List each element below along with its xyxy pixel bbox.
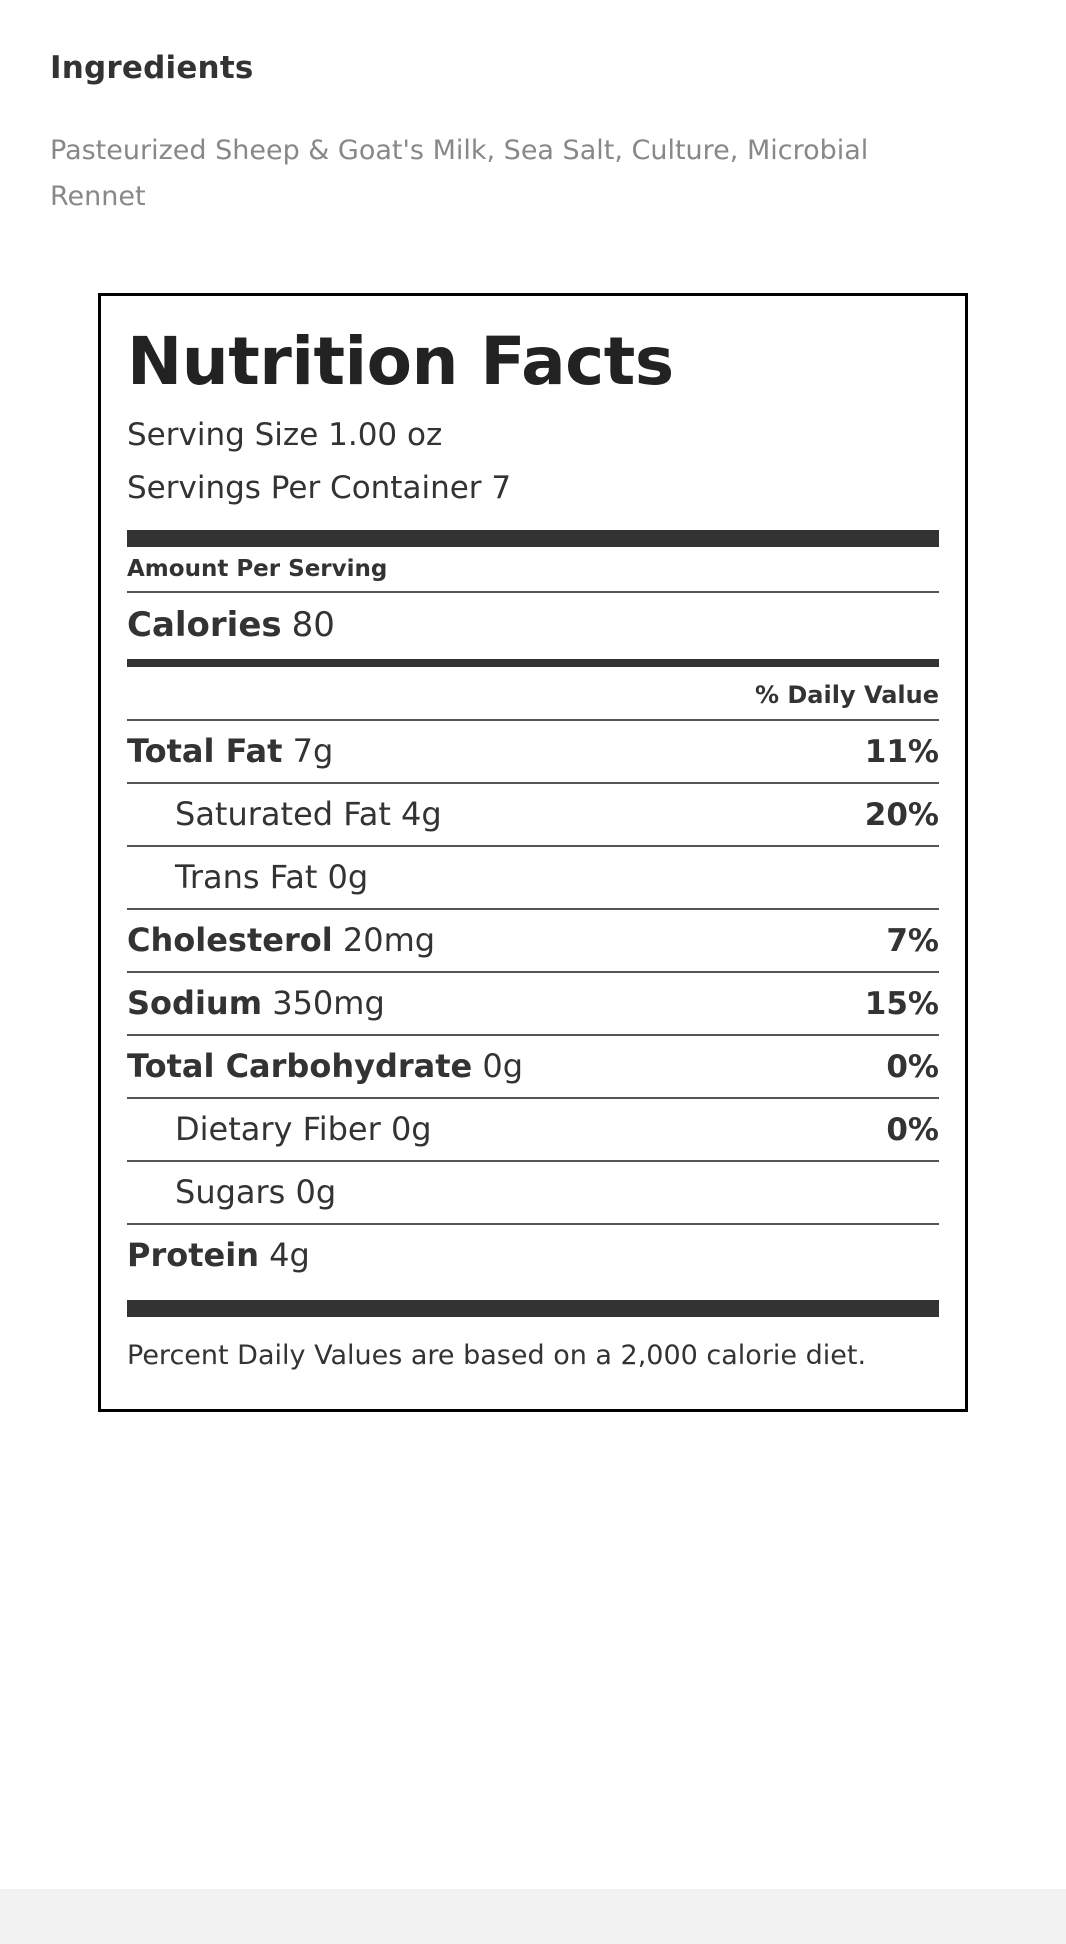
nutrient-label: Dietary Fiber [175,1109,381,1148]
nutrient-daily-value: 15% [864,985,939,1022]
page-title: Ingredients [50,50,254,86]
nutrient-rows [127,721,939,1286]
calories-row [127,593,939,659]
nutrient-name [127,921,435,959]
nutrient-label: Cholesterol [127,920,333,959]
nutrient-amount: 0g [472,1046,524,1085]
nutrient-label: Saturated Fat [175,794,391,833]
nutrient-amount: 0g [285,1172,337,1211]
nutrient-daily-value: 11% [864,733,939,770]
ingredients-text: Pasteurized Sheep & Goat's Milk, Sea Salt, Culture, Microbial Rennet [50,135,869,213]
nutrient-row [127,721,939,782]
nutrient-row [127,1162,939,1223]
nutrient-name [127,732,333,770]
nutrient-label: Protein [127,1235,259,1274]
nutrient-label: Trans Fat [175,857,318,896]
ingredients-section [50,0,1016,221]
nutrient-row [127,847,939,908]
nutrient-label: Total Fat [127,731,283,770]
nutrient-label: Sodium [127,983,263,1022]
nutrient-label: Sugars [175,1172,286,1211]
nutrition-facts-wrapper [50,293,1016,1412]
nutrient-daily-value: 0% [886,1048,939,1085]
nutrient-name [127,984,385,1022]
nutrient-daily-value: 0% [886,1111,939,1148]
nutrient-name [127,1110,432,1148]
nutrient-amount: 350mg [262,983,385,1022]
nutrient-amount: 7g [282,731,334,770]
nutrient-name [127,1173,336,1211]
daily-value-footnote: Percent Daily Values are based on a 2,000 calorie diet. [127,1339,867,1371]
nutrient-name [127,1047,523,1085]
nutrient-amount: 20mg [332,920,436,959]
nutrient-label: Total Carbohydrate [127,1046,473,1085]
nutrient-row [127,1036,939,1097]
servings-per-container: Servings Per Container 7 [127,470,512,507]
calories-value: 80 [291,604,335,645]
nutrient-daily-value: 20% [864,796,939,833]
nutrient-daily-value: 7% [886,922,939,959]
nutrient-name [127,795,442,833]
nutrient-row [127,784,939,845]
nutrient-amount: 0g [317,857,369,896]
nutrient-name [127,858,368,896]
calories-label: Calories [127,604,282,645]
nutrient-row [127,1099,939,1160]
divider-thick-bottom [127,1300,939,1317]
divider-medium-1 [127,659,939,667]
divider-thick-top [127,530,939,547]
nutrition-facts-title: Nutrition Facts [127,322,674,400]
nutrient-row [127,910,939,971]
nutrient-name [127,1236,310,1274]
amount-per-serving-label: Amount Per Serving [127,555,388,582]
serving-size: Serving Size 1.00 oz [127,417,443,454]
nutrition-facts-panel [98,293,968,1412]
nutrient-row [127,1225,939,1286]
nutrient-amount: 4g [258,1235,310,1274]
nutrient-amount: 0g [380,1109,432,1148]
nutrient-row [127,973,939,1034]
page-bottom-strip [0,1889,1066,1944]
daily-value-header: % Daily Value [754,680,939,709]
nutrient-amount: 4g [390,794,442,833]
